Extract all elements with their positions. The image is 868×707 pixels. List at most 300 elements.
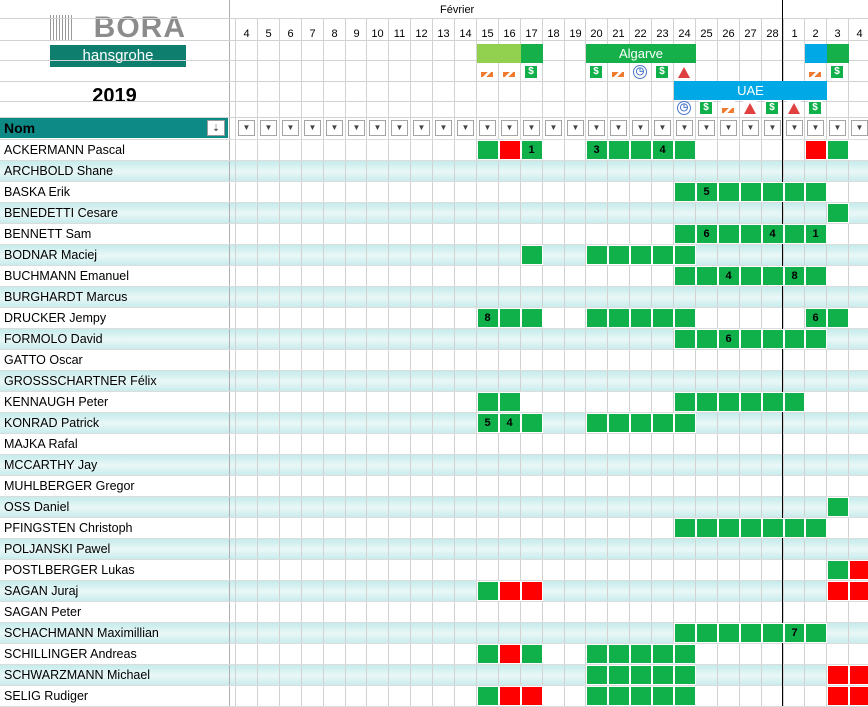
grid-line — [0, 202, 868, 203]
grid-line — [0, 433, 868, 434]
race-day-cell — [674, 518, 696, 538]
grid-line — [848, 18, 849, 706]
day-number: 4 — [243, 28, 250, 40]
table-row — [0, 665, 868, 686]
grid-line — [585, 18, 586, 706]
result-number: 4 — [659, 144, 666, 156]
day-number: 23 — [656, 28, 669, 40]
grid-line — [476, 18, 477, 706]
race-day-cell — [477, 392, 499, 412]
day-number: 2 — [812, 28, 819, 40]
rider-name: MAJKA Rafal — [4, 437, 78, 451]
grid-line — [651, 18, 652, 706]
race-bar: Algarve — [586, 44, 696, 63]
day-number: 6 — [287, 28, 294, 40]
grid-line — [0, 496, 868, 497]
result-number: 6 — [812, 312, 819, 324]
column-filter-button[interactable]: ▼ — [369, 120, 386, 136]
race-day-cell — [674, 182, 696, 202]
table-row — [0, 203, 868, 224]
column-filter-button[interactable]: ▼ — [632, 120, 649, 136]
race-day-cell — [784, 518, 805, 538]
grid-line — [0, 685, 868, 686]
race-day-cell — [521, 308, 543, 328]
day-number: 22 — [634, 28, 647, 40]
race-day-cell — [630, 245, 652, 265]
mountain-stage-icon — [743, 101, 757, 115]
race-day-cell — [630, 308, 652, 328]
race-day-cell — [652, 665, 674, 685]
race-day-cell — [674, 644, 696, 664]
rider-name: SELIG Rudiger — [4, 689, 89, 703]
race-day-cell — [718, 392, 740, 412]
day-number: 21 — [612, 28, 625, 40]
race-day-cell — [674, 308, 696, 328]
race-bar — [805, 44, 827, 63]
money-icon: $ — [699, 101, 713, 115]
absent-cell — [521, 581, 543, 601]
nom-label: Nom — [4, 120, 36, 136]
absent-cell — [849, 560, 868, 580]
flat-stage-icon — [808, 65, 822, 79]
grid-line — [542, 18, 543, 706]
day-number: 5 — [265, 28, 272, 40]
result-number: 6 — [725, 333, 732, 345]
race-day-cell — [762, 518, 784, 538]
column-filter-button[interactable]: ▼ — [545, 120, 562, 136]
grid-line — [235, 18, 236, 706]
column-filter-button[interactable]: ▼ — [435, 120, 452, 136]
month-separator — [782, 0, 783, 706]
grid-line — [695, 18, 696, 706]
grid-line — [0, 559, 868, 560]
grid-line — [0, 643, 868, 644]
day-number: 18 — [547, 28, 560, 40]
grid-line — [498, 18, 499, 706]
money-icon: $ — [765, 101, 779, 115]
race-day-cell — [784, 329, 805, 349]
day-number: 4 — [856, 28, 863, 40]
column-filter-button[interactable]: ▼ — [326, 120, 343, 136]
day-number: 19 — [569, 28, 582, 40]
day-number: 1 — [791, 28, 798, 40]
grid-line — [0, 412, 868, 413]
column-filter-button[interactable]: ▼ — [588, 120, 605, 136]
grid-line — [564, 18, 565, 706]
race-day-cell — [827, 203, 849, 223]
race-day-cell — [608, 413, 630, 433]
result-number: 4 — [506, 417, 513, 429]
rider-name: BODNAR Maciej — [4, 248, 98, 262]
rider-name: SCHWARZMANN Michael — [4, 668, 151, 682]
race-day-cell — [477, 140, 499, 160]
race-day-cell — [674, 329, 696, 349]
rider-name: PFINGSTEN Christoph — [4, 521, 133, 535]
flat-stage-icon — [611, 65, 625, 79]
race-day-cell — [630, 686, 652, 706]
day-number: 8 — [331, 28, 338, 40]
grid-line — [323, 18, 324, 706]
rider-name: FORMOLO David — [4, 332, 103, 346]
day-number: 24 — [678, 28, 691, 40]
money-icon: $ — [589, 65, 603, 79]
column-filter-button[interactable]: ▼ — [786, 120, 803, 136]
race-day-cell — [805, 329, 827, 349]
table-row — [0, 476, 868, 497]
column-filter-button[interactable]: ▼ — [304, 120, 321, 136]
grid-line — [826, 18, 827, 706]
rider-name: GATTO Oscar — [4, 353, 83, 367]
race-day-cell — [630, 644, 652, 664]
grid-line — [0, 60, 868, 61]
rider-name: SCHACHMANN Maximillian — [4, 626, 159, 640]
rider-name: ARCHBOLD Shane — [4, 164, 114, 178]
rider-name: OSS Daniel — [4, 500, 70, 514]
race-day-cell — [674, 623, 696, 643]
race-day-cell — [762, 182, 784, 202]
grid-line — [739, 18, 740, 706]
absent-cell — [827, 665, 849, 685]
table-row — [0, 686, 868, 707]
absent-cell — [499, 686, 521, 706]
day-number: 14 — [459, 28, 472, 40]
grid-line — [783, 18, 784, 706]
season-year: 2019 — [92, 85, 137, 107]
race-day-cell — [827, 560, 849, 580]
race-day-cell — [477, 581, 499, 601]
column-filter-button[interactable]: ▼ — [698, 120, 715, 136]
race-day-cell — [586, 245, 608, 265]
table-row — [0, 455, 868, 476]
grid-line — [761, 18, 762, 706]
logo-sub: hansgrohe — [50, 45, 186, 67]
race-day-cell — [740, 266, 762, 286]
race-day-cell — [586, 686, 608, 706]
race-day-cell — [630, 413, 652, 433]
rider-name: BENEDETTI Cesare — [4, 206, 118, 220]
absent-cell — [805, 140, 827, 160]
column-filter-button[interactable]: ▼ — [851, 120, 868, 136]
race-day-cell — [762, 266, 784, 286]
grid-line — [0, 18, 868, 19]
day-number: 20 — [590, 28, 603, 40]
race-day-cell — [718, 182, 740, 202]
table-row — [0, 350, 868, 371]
column-filter-button[interactable]: ▼ — [238, 120, 255, 136]
grid-line — [279, 18, 280, 706]
race-day-cell — [608, 644, 630, 664]
flat-stage-icon — [502, 65, 516, 79]
race-day-cell — [827, 497, 849, 517]
flat-stage-icon — [480, 65, 494, 79]
race-day-cell — [805, 623, 827, 643]
column-filter-button[interactable]: ▼ — [807, 120, 824, 136]
race-day-cell — [805, 182, 827, 202]
day-number: 10 — [371, 28, 384, 40]
absent-cell — [521, 686, 543, 706]
grid-line — [0, 139, 868, 140]
race-day-cell — [521, 413, 543, 433]
column-filter-button[interactable]: ▼ — [764, 120, 781, 136]
column-filter-button[interactable]: ▼ — [260, 120, 277, 136]
rider-name: BUCHMANN Emanuel — [4, 269, 130, 283]
absent-cell — [499, 140, 521, 160]
race-day-cell — [674, 266, 696, 286]
race-day-cell — [586, 644, 608, 664]
grid-line — [804, 18, 805, 706]
day-number: 7 — [309, 28, 316, 40]
race-day-cell — [608, 308, 630, 328]
grid-line — [0, 160, 868, 161]
race-day-cell — [762, 623, 784, 643]
logo-brand: BORA — [93, 11, 186, 44]
column-filter-button[interactable]: ▼ — [567, 120, 584, 136]
result-number: 8 — [791, 270, 798, 282]
column-filter-button[interactable]: ▼ — [282, 120, 299, 136]
day-number: 16 — [503, 28, 516, 40]
day-number: 28 — [766, 28, 779, 40]
grid-line — [345, 18, 346, 706]
race-day-cell — [608, 686, 630, 706]
column-filter-button[interactable]: ▼ — [720, 120, 737, 136]
table-row — [0, 371, 868, 392]
grid-line — [0, 244, 868, 245]
column-filter-button[interactable]: ▼ — [610, 120, 627, 136]
grid-line — [454, 18, 455, 706]
day-number: 9 — [353, 28, 360, 40]
result-number: 4 — [725, 270, 732, 282]
table-row — [0, 161, 868, 182]
column-filter-button[interactable]: ▼ — [523, 120, 540, 136]
race-day-cell — [477, 644, 499, 664]
race-bar — [827, 44, 849, 63]
mountain-stage-icon — [787, 101, 801, 115]
race-bar — [521, 44, 543, 63]
column-filter-button[interactable]: ▼ — [479, 120, 496, 136]
column-filter-button[interactable]: ▼ — [654, 120, 671, 136]
grid-line — [301, 18, 302, 706]
absent-cell — [849, 665, 868, 685]
result-number: 1 — [528, 144, 535, 156]
day-number: 25 — [700, 28, 713, 40]
race-day-cell — [608, 140, 630, 160]
race-day-cell — [696, 518, 718, 538]
race-day-cell — [477, 686, 499, 706]
rider-name: ACKERMANN Pascal — [4, 143, 125, 157]
column-filter-button[interactable]: ▼ — [457, 120, 474, 136]
grid-line — [0, 538, 868, 539]
race-day-cell — [652, 686, 674, 706]
money-icon: $ — [830, 65, 844, 79]
race-day-cell — [674, 245, 696, 265]
day-number: 17 — [525, 28, 538, 40]
grid-line — [0, 286, 868, 287]
result-number: 5 — [703, 186, 710, 198]
race-bar — [477, 44, 521, 63]
race-day-cell — [805, 266, 827, 286]
grid-line — [0, 475, 868, 476]
absent-cell — [499, 644, 521, 664]
clock-icon: ◷ — [633, 65, 647, 79]
grid-line — [629, 18, 630, 706]
race-day-cell — [674, 140, 696, 160]
grid-line — [607, 18, 608, 706]
race-day-cell — [499, 308, 521, 328]
column-filter-button[interactable]: ▼ — [742, 120, 759, 136]
table-row — [0, 497, 868, 518]
grid-line — [0, 580, 868, 581]
rider-name: POLJANSKI Pawel — [4, 542, 111, 556]
result-number: 6 — [703, 228, 710, 240]
rider-name: DRUCKER Jempy — [4, 311, 107, 325]
rider-name: GROSSSCHARTNER Félix — [4, 374, 157, 388]
rider-name: BASKA Erik — [4, 185, 70, 199]
race-day-cell — [652, 308, 674, 328]
grid-line — [0, 601, 868, 602]
race-day-cell — [740, 518, 762, 538]
race-day-cell — [740, 224, 762, 244]
day-number: 11 — [393, 28, 406, 40]
table-row — [0, 413, 868, 434]
race-day-cell — [718, 623, 740, 643]
grid-line — [432, 18, 433, 706]
race-day-cell — [608, 245, 630, 265]
day-number: 12 — [415, 28, 428, 40]
race-day-cell — [784, 182, 805, 202]
rider-name: SAGAN Juraj — [4, 584, 79, 598]
race-day-cell — [740, 329, 762, 349]
race-day-cell — [762, 329, 784, 349]
race-day-cell — [696, 623, 718, 643]
race-day-cell — [674, 665, 696, 685]
result-number: 5 — [484, 417, 491, 429]
grid-line — [388, 18, 389, 706]
flat-stage-icon — [721, 101, 735, 115]
race-day-cell — [499, 392, 521, 412]
nom-column-header — [0, 118, 228, 138]
rider-name: BENNETT Sam — [4, 227, 92, 241]
race-day-cell — [674, 392, 696, 412]
result-number: 4 — [769, 228, 776, 240]
race-bar: UAE — [674, 81, 827, 100]
money-icon: $ — [524, 65, 538, 79]
result-number: 7 — [791, 627, 798, 639]
race-day-cell — [696, 392, 718, 412]
table-row — [0, 602, 868, 623]
race-day-cell — [784, 224, 805, 244]
race-day-cell — [740, 182, 762, 202]
grid-line — [366, 18, 367, 706]
month-label: Février — [440, 4, 475, 16]
race-day-cell — [586, 308, 608, 328]
rider-name: POSTLBERGER Lukas — [4, 563, 135, 577]
race-day-cell — [674, 686, 696, 706]
grid-line — [520, 18, 521, 706]
race-day-cell — [740, 623, 762, 643]
table-row — [0, 539, 868, 560]
grid-line — [0, 117, 868, 118]
clock-icon: ◷ — [677, 101, 691, 115]
money-icon: $ — [655, 65, 669, 79]
absent-cell — [499, 581, 521, 601]
rider-name: MCCARTHY Jay — [4, 458, 98, 472]
day-number: 15 — [481, 28, 494, 40]
race-day-cell — [674, 413, 696, 433]
day-number: 13 — [437, 28, 450, 40]
grid-line — [410, 18, 411, 706]
table-row — [0, 287, 868, 308]
grid-line — [0, 370, 868, 371]
race-day-cell — [652, 413, 674, 433]
result-number: 1 — [812, 228, 819, 240]
day-number: 27 — [744, 28, 757, 40]
race-day-cell — [740, 392, 762, 412]
absent-cell — [849, 581, 868, 601]
result-number: 3 — [593, 144, 600, 156]
column-filter-button[interactable]: ▼ — [829, 120, 846, 136]
nom-filter-button[interactable]: ⇣ — [207, 120, 225, 136]
absent-cell — [827, 686, 849, 706]
grid-line — [673, 18, 674, 706]
race-day-cell — [521, 644, 543, 664]
race-day-cell — [652, 644, 674, 664]
rider-name: SCHILLINGER Andreas — [4, 647, 137, 661]
table-row — [0, 140, 868, 161]
rider-name: BURGHARDT Marcus — [4, 290, 128, 304]
grid-line — [0, 454, 868, 455]
column-filter-button[interactable]: ▼ — [501, 120, 518, 136]
race-day-cell — [586, 413, 608, 433]
race-day-cell — [652, 245, 674, 265]
rider-name: SAGAN Peter — [4, 605, 82, 619]
day-number: 26 — [722, 28, 735, 40]
table-row — [0, 581, 868, 602]
table-row — [0, 434, 868, 455]
race-day-cell — [784, 392, 805, 412]
day-number: 3 — [834, 28, 841, 40]
column-filter-button[interactable]: ▼ — [676, 120, 693, 136]
absent-cell — [849, 686, 868, 706]
race-day-cell — [827, 140, 849, 160]
table-row — [0, 644, 868, 665]
grid-line — [0, 349, 868, 350]
race-day-cell — [762, 392, 784, 412]
grid-line — [0, 40, 868, 41]
race-day-cell — [805, 518, 827, 538]
column-filter-button[interactable]: ▼ — [391, 120, 408, 136]
column-filter-button[interactable]: ▼ — [348, 120, 365, 136]
race-day-cell — [608, 665, 630, 685]
rider-name: KONRAD Patrick — [4, 416, 100, 430]
money-icon: $ — [808, 101, 822, 115]
grid-line — [0, 664, 868, 665]
race-day-cell — [630, 140, 652, 160]
rider-name: KENNAUGH Peter — [4, 395, 109, 409]
table-row — [0, 560, 868, 581]
race-day-cell — [674, 224, 696, 244]
race-day-cell — [718, 224, 740, 244]
rider-name: MUHLBERGER Gregor — [4, 479, 135, 493]
table-row — [0, 308, 868, 329]
column-filter-button[interactable]: ▼ — [413, 120, 430, 136]
race-day-cell — [827, 308, 849, 328]
grid-line — [257, 18, 258, 706]
absent-cell — [827, 581, 849, 601]
grid-line — [0, 307, 868, 308]
race-day-cell — [630, 665, 652, 685]
result-number: 8 — [484, 312, 491, 324]
race-day-cell — [521, 245, 543, 265]
